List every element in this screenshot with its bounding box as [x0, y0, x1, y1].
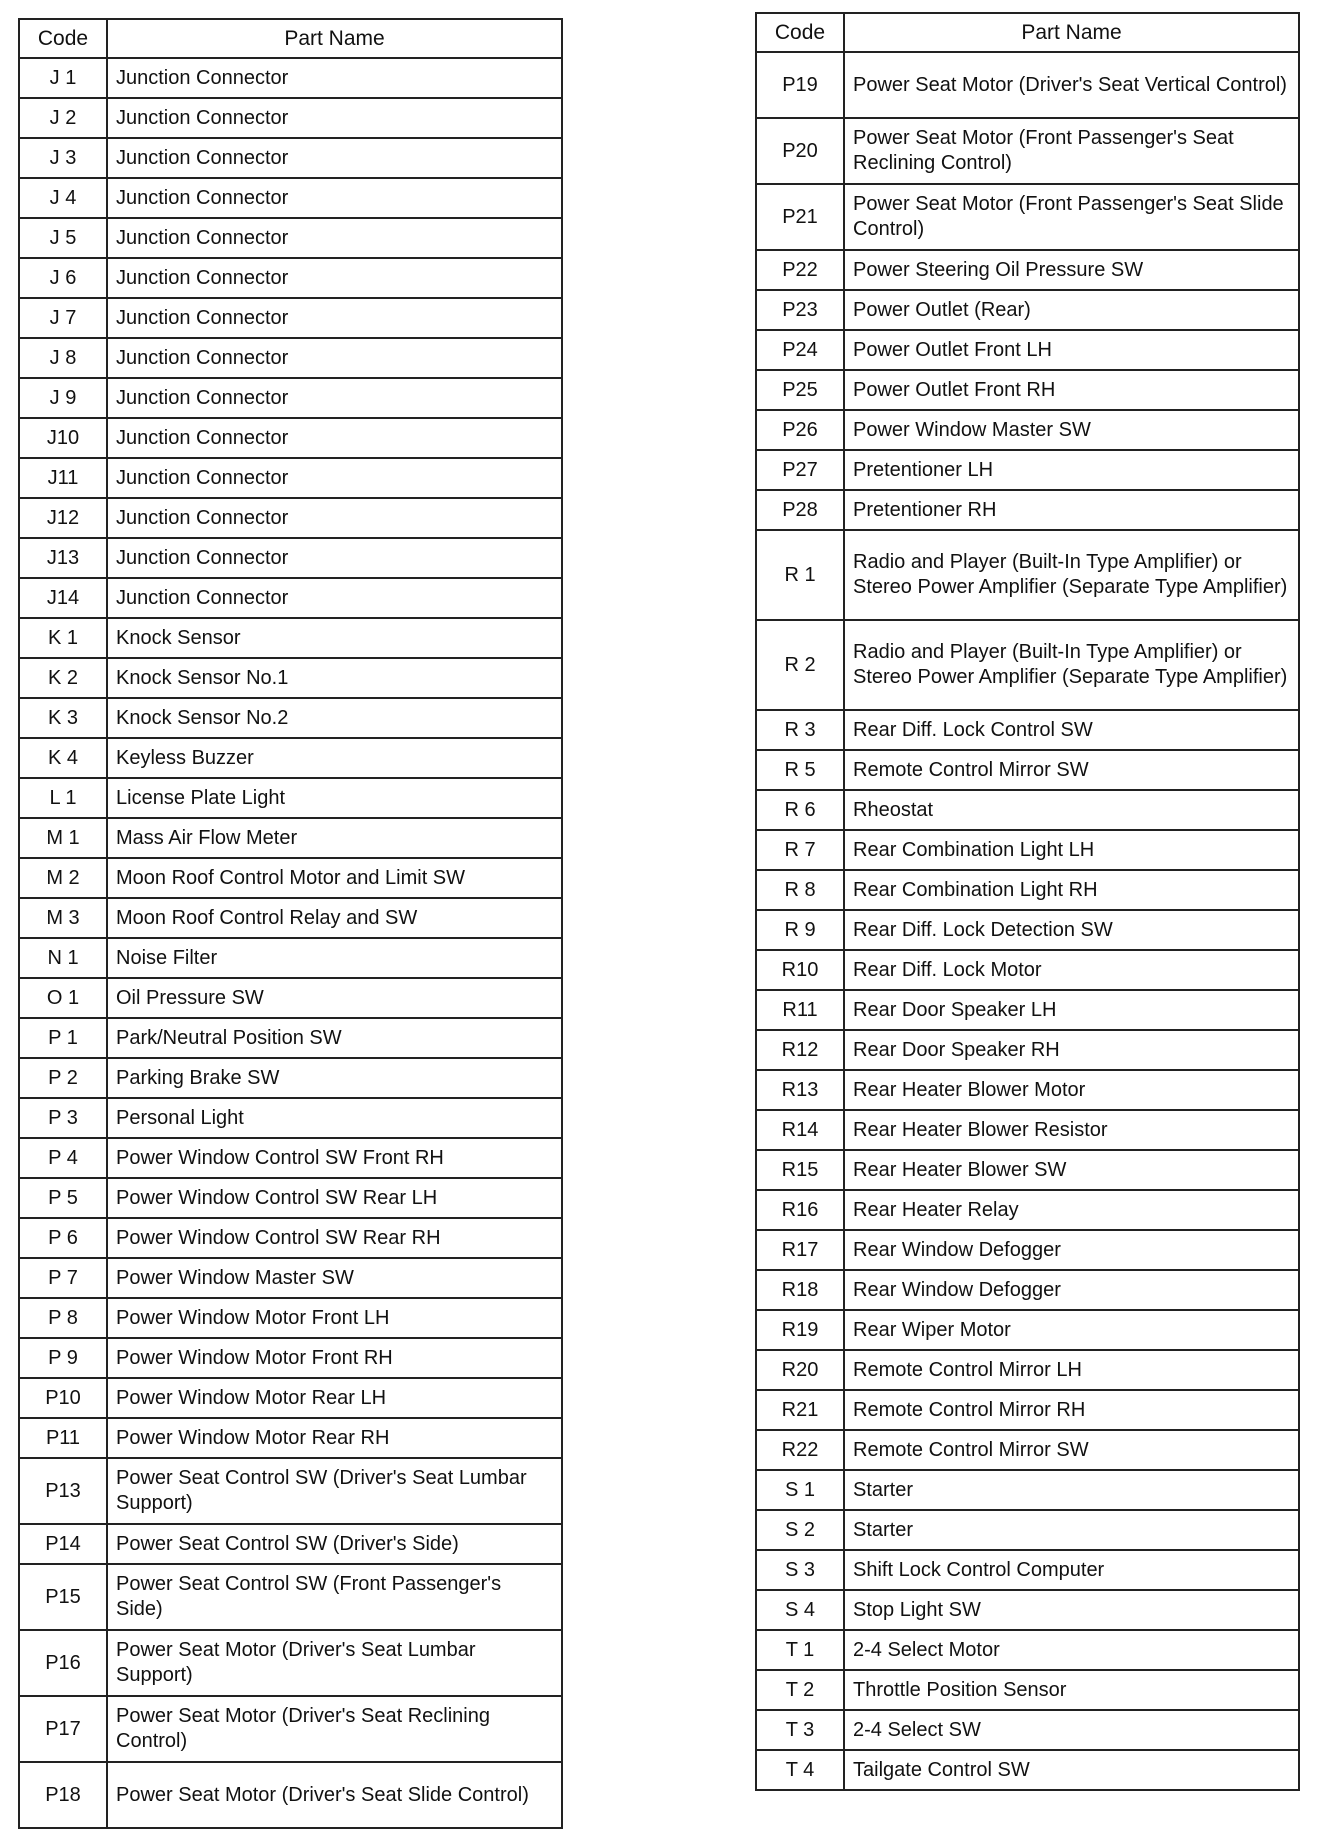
table-row [19, 658, 562, 698]
part-name: Power Window Master SW [107, 1258, 562, 1298]
part-name: Rear Diff. Lock Detection SW [844, 910, 1299, 950]
part-code: J 8 [19, 338, 107, 378]
part-name: Remote Control Mirror SW [844, 750, 1299, 790]
table-row [756, 1150, 1299, 1190]
part-name: Park/Neutral Position SW [107, 1018, 562, 1058]
table-row [756, 950, 1299, 990]
table-row [756, 790, 1299, 830]
part-name: Stop Light SW [844, 1590, 1299, 1630]
table-row [19, 1524, 562, 1564]
header-row [19, 19, 562, 58]
part-name: Power Window Motor Rear RH [107, 1418, 562, 1458]
part-code: K 3 [19, 698, 107, 738]
part-code: T 3 [756, 1710, 844, 1750]
part-code: J 9 [19, 378, 107, 418]
part-name: Mass Air Flow Meter [107, 818, 562, 858]
part-code: R20 [756, 1350, 844, 1390]
table-row [756, 410, 1299, 450]
part-code: R10 [756, 950, 844, 990]
table-row [756, 990, 1299, 1030]
part-code: J12 [19, 498, 107, 538]
part-name: Remote Control Mirror SW [844, 1430, 1299, 1470]
part-name: Power Window Control SW Front RH [107, 1138, 562, 1178]
table-row [19, 498, 562, 538]
part-code: R14 [756, 1110, 844, 1150]
part-code: J 3 [19, 138, 107, 178]
table-row [756, 1350, 1299, 1390]
table-row [19, 538, 562, 578]
part-code: M 1 [19, 818, 107, 858]
part-name-header: Part Name [107, 19, 562, 58]
part-code: P 9 [19, 1338, 107, 1378]
table-row [19, 1696, 562, 1762]
part-name: Keyless Buzzer [107, 738, 562, 778]
table-row [756, 370, 1299, 410]
table-row [19, 1418, 562, 1458]
part-code: P26 [756, 410, 844, 450]
part-name: Power Seat Motor (Front Passenger's Seat Reclining Control) [844, 118, 1299, 184]
table-row [19, 138, 562, 178]
part-code: P 2 [19, 1058, 107, 1098]
part-code: P 1 [19, 1018, 107, 1058]
part-name: Junction Connector [107, 138, 562, 178]
part-name: Starter [844, 1510, 1299, 1550]
part-name: Rear Window Defogger [844, 1230, 1299, 1270]
part-name: 2-4 Select Motor [844, 1630, 1299, 1670]
part-name: Radio and Player (Built-In Type Amplifier) or Stereo Power Amplifier (Separate Type Amplifier) [844, 530, 1299, 620]
table-row [19, 1298, 562, 1338]
part-code: R 3 [756, 710, 844, 750]
part-code: J 6 [19, 258, 107, 298]
table-row [756, 1230, 1299, 1270]
table-row [19, 898, 562, 938]
part-name: Rear Window Defogger [844, 1270, 1299, 1310]
part-name: Personal Light [107, 1098, 562, 1138]
part-name: Moon Roof Control Relay and SW [107, 898, 562, 938]
part-name: Rear Combination Light LH [844, 830, 1299, 870]
table-row [19, 378, 562, 418]
table-row [756, 710, 1299, 750]
part-name: Junction Connector [107, 338, 562, 378]
part-code: R17 [756, 1230, 844, 1270]
table-row [19, 1338, 562, 1378]
part-code: P25 [756, 370, 844, 410]
part-code: J 4 [19, 178, 107, 218]
part-name: Rear Door Speaker LH [844, 990, 1299, 1030]
table-row [756, 1310, 1299, 1350]
part-code: J13 [19, 538, 107, 578]
part-code: J 1 [19, 58, 107, 98]
part-code: P24 [756, 330, 844, 370]
part-name: Rear Diff. Lock Motor [844, 950, 1299, 990]
part-code: P 4 [19, 1138, 107, 1178]
part-code: R 1 [756, 530, 844, 620]
part-code: T 2 [756, 1670, 844, 1710]
table-row [19, 418, 562, 458]
part-name: Knock Sensor No.1 [107, 658, 562, 698]
part-name: License Plate Light [107, 778, 562, 818]
part-code: P18 [19, 1762, 107, 1828]
part-code: P23 [756, 290, 844, 330]
part-code: P14 [19, 1524, 107, 1564]
table-row [756, 1390, 1299, 1430]
part-name: Power Window Control SW Rear LH [107, 1178, 562, 1218]
part-code: R12 [756, 1030, 844, 1070]
part-name: Oil Pressure SW [107, 978, 562, 1018]
part-code: R16 [756, 1190, 844, 1230]
part-name: Junction Connector [107, 58, 562, 98]
table-row [19, 858, 562, 898]
part-name: Rear Heater Blower Motor [844, 1070, 1299, 1110]
part-name: Power Window Motor Front LH [107, 1298, 562, 1338]
part-code: P28 [756, 490, 844, 530]
table-row [19, 698, 562, 738]
part-code: K 2 [19, 658, 107, 698]
left-table-body [19, 58, 562, 1828]
table-row [19, 1458, 562, 1524]
table-row [756, 52, 1299, 118]
part-name: Junction Connector [107, 538, 562, 578]
table-row [19, 98, 562, 138]
part-name: Rear Door Speaker RH [844, 1030, 1299, 1070]
code-header: Code [19, 19, 107, 58]
part-code: R 5 [756, 750, 844, 790]
table-row [19, 1762, 562, 1828]
table-row [756, 1470, 1299, 1510]
part-code: R11 [756, 990, 844, 1030]
part-code: K 4 [19, 738, 107, 778]
part-code: P19 [756, 52, 844, 118]
part-code: T 1 [756, 1630, 844, 1670]
part-name-header: Part Name [844, 13, 1299, 52]
header-row [756, 13, 1299, 52]
table-row [19, 818, 562, 858]
table-row [756, 118, 1299, 184]
part-name: Throttle Position Sensor [844, 1670, 1299, 1710]
part-name: 2-4 Select SW [844, 1710, 1299, 1750]
part-name: Power Outlet Front LH [844, 330, 1299, 370]
part-code: R 2 [756, 620, 844, 710]
part-code: M 3 [19, 898, 107, 938]
part-name: Power Window Control SW Rear RH [107, 1218, 562, 1258]
table-row [756, 250, 1299, 290]
part-code: P 3 [19, 1098, 107, 1138]
part-name: Junction Connector [107, 258, 562, 298]
table-row [756, 830, 1299, 870]
table-row [756, 1670, 1299, 1710]
part-name: Junction Connector [107, 458, 562, 498]
table-row [756, 530, 1299, 620]
part-name: Power Window Master SW [844, 410, 1299, 450]
table-row [756, 910, 1299, 950]
table-row [756, 1190, 1299, 1230]
part-code: S 1 [756, 1470, 844, 1510]
part-code: S 2 [756, 1510, 844, 1550]
table-row [19, 1098, 562, 1138]
part-code: J 7 [19, 298, 107, 338]
table-row [756, 330, 1299, 370]
table-row [19, 738, 562, 778]
part-name: Rheostat [844, 790, 1299, 830]
part-code: P 8 [19, 1298, 107, 1338]
table-row [19, 978, 562, 1018]
table-row [756, 290, 1299, 330]
table-row [756, 1030, 1299, 1070]
part-name: Power Seat Control SW (Front Passenger's Side) [107, 1564, 562, 1630]
part-code: P 6 [19, 1218, 107, 1258]
part-name: Junction Connector [107, 418, 562, 458]
part-name: Pretentioner LH [844, 450, 1299, 490]
part-code: P16 [19, 1630, 107, 1696]
part-code: P22 [756, 250, 844, 290]
part-code: R13 [756, 1070, 844, 1110]
table-row [19, 1564, 562, 1630]
table-row [756, 620, 1299, 710]
part-code: P20 [756, 118, 844, 184]
right-table-body [756, 52, 1299, 1790]
part-name: Knock Sensor No.2 [107, 698, 562, 738]
part-name: Power Seat Motor (Front Passenger's Seat Slide Control) [844, 184, 1299, 250]
part-name: Power Seat Motor (Driver's Seat Slide Control) [107, 1762, 562, 1828]
part-code: J10 [19, 418, 107, 458]
part-name: Power Outlet (Rear) [844, 290, 1299, 330]
table-row [19, 178, 562, 218]
part-name: Knock Sensor [107, 618, 562, 658]
table-row [19, 1218, 562, 1258]
part-code: R 9 [756, 910, 844, 950]
part-code: J14 [19, 578, 107, 618]
part-code: J 2 [19, 98, 107, 138]
part-name: Tailgate Control SW [844, 1750, 1299, 1790]
part-code: P 7 [19, 1258, 107, 1298]
part-code: L 1 [19, 778, 107, 818]
table-row [756, 1270, 1299, 1310]
part-name: Rear Wiper Motor [844, 1310, 1299, 1350]
part-code: P11 [19, 1418, 107, 1458]
part-code: J11 [19, 458, 107, 498]
parts-table-right [755, 12, 1300, 1791]
part-name: Remote Control Mirror RH [844, 1390, 1299, 1430]
table-row [756, 1510, 1299, 1550]
part-name: Remote Control Mirror LH [844, 1350, 1299, 1390]
part-code: R22 [756, 1430, 844, 1470]
table-row [756, 1550, 1299, 1590]
part-code: N 1 [19, 938, 107, 978]
table-row [756, 750, 1299, 790]
part-name: Junction Connector [107, 578, 562, 618]
table-row [19, 1630, 562, 1696]
part-name: Shift Lock Control Computer [844, 1550, 1299, 1590]
part-code: R19 [756, 1310, 844, 1350]
parts-table-left [18, 18, 563, 1829]
table-row [19, 218, 562, 258]
table-row [756, 1590, 1299, 1630]
part-name: Power Seat Control SW (Driver's Seat Lumbar Support) [107, 1458, 562, 1524]
table-row [19, 338, 562, 378]
table-row [19, 1138, 562, 1178]
part-name: Junction Connector [107, 218, 562, 258]
part-code: P21 [756, 184, 844, 250]
part-code: J 5 [19, 218, 107, 258]
table-row [19, 1018, 562, 1058]
code-header: Code [756, 13, 844, 52]
table-row [756, 450, 1299, 490]
table-row [19, 1378, 562, 1418]
part-name: Junction Connector [107, 378, 562, 418]
table-row [19, 298, 562, 338]
part-code: T 4 [756, 1750, 844, 1790]
part-code: P10 [19, 1378, 107, 1418]
part-name: Pretentioner RH [844, 490, 1299, 530]
table-row [756, 490, 1299, 530]
part-code: P 5 [19, 1178, 107, 1218]
part-name: Power Seat Motor (Driver's Seat Vertical Control) [844, 52, 1299, 118]
part-code: R 7 [756, 830, 844, 870]
table-row [19, 578, 562, 618]
table-row [756, 184, 1299, 250]
table-row [756, 1630, 1299, 1670]
part-code: R18 [756, 1270, 844, 1310]
part-code: P15 [19, 1564, 107, 1630]
part-name: Radio and Player (Built-In Type Amplifier) or Stereo Power Amplifier (Separate Type Amplifier) [844, 620, 1299, 710]
table-row [756, 1070, 1299, 1110]
part-name: Starter [844, 1470, 1299, 1510]
part-name: Power Outlet Front RH [844, 370, 1299, 410]
part-name: Junction Connector [107, 498, 562, 538]
part-code: R 8 [756, 870, 844, 910]
part-name: Power Steering Oil Pressure SW [844, 250, 1299, 290]
part-code: P13 [19, 1458, 107, 1524]
table-row [756, 1750, 1299, 1790]
part-code: R 6 [756, 790, 844, 830]
part-name: Junction Connector [107, 178, 562, 218]
part-name: Noise Filter [107, 938, 562, 978]
table-row [756, 1710, 1299, 1750]
table-row [19, 258, 562, 298]
part-code: S 4 [756, 1590, 844, 1630]
table-row [19, 618, 562, 658]
part-name: Junction Connector [107, 98, 562, 138]
table-row [756, 1110, 1299, 1150]
table-row [19, 1178, 562, 1218]
part-name: Rear Heater Blower SW [844, 1150, 1299, 1190]
part-name: Parking Brake SW [107, 1058, 562, 1098]
part-name: Power Seat Control SW (Driver's Side) [107, 1524, 562, 1564]
table-row [19, 778, 562, 818]
table-row [19, 938, 562, 978]
part-code: M 2 [19, 858, 107, 898]
part-name: Rear Heater Blower Resistor [844, 1110, 1299, 1150]
part-code: K 1 [19, 618, 107, 658]
part-code: S 3 [756, 1550, 844, 1590]
part-code: R21 [756, 1390, 844, 1430]
table-row [19, 1258, 562, 1298]
part-code: P27 [756, 450, 844, 490]
table-row [756, 870, 1299, 910]
part-name: Rear Diff. Lock Control SW [844, 710, 1299, 750]
part-name: Rear Combination Light RH [844, 870, 1299, 910]
table-row [756, 1430, 1299, 1470]
part-name: Junction Connector [107, 298, 562, 338]
part-name: Power Window Motor Front RH [107, 1338, 562, 1378]
table-row [19, 58, 562, 98]
part-code: R15 [756, 1150, 844, 1190]
part-name: Power Seat Motor (Driver's Seat Reclining Control) [107, 1696, 562, 1762]
part-name: Rear Heater Relay [844, 1190, 1299, 1230]
part-code: O 1 [19, 978, 107, 1018]
part-name: Power Window Motor Rear LH [107, 1378, 562, 1418]
part-name: Moon Roof Control Motor and Limit SW [107, 858, 562, 898]
part-name: Power Seat Motor (Driver's Seat Lumbar Support) [107, 1630, 562, 1696]
table-row [19, 458, 562, 498]
part-code: P17 [19, 1696, 107, 1762]
table-row [19, 1058, 562, 1098]
